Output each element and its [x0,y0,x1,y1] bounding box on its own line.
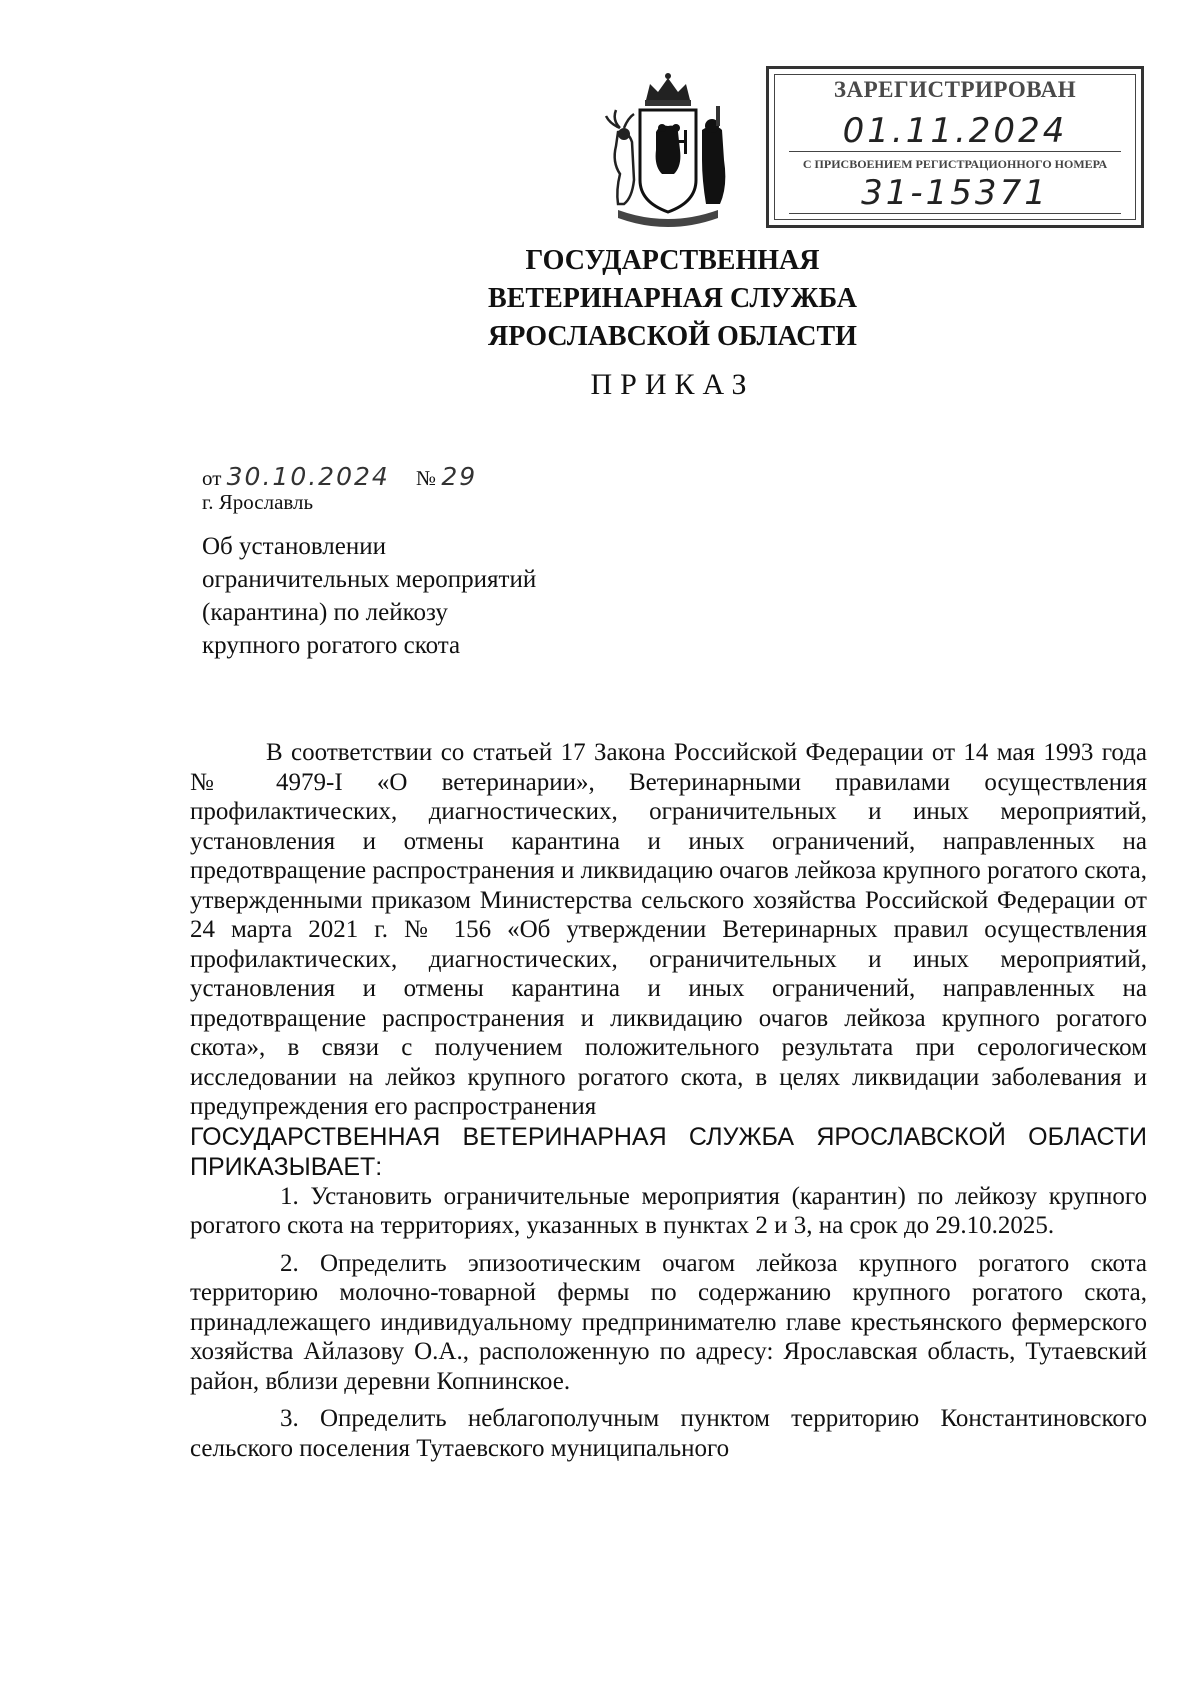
number-prefix: № [416,466,437,490]
stamp-divider [789,213,1121,214]
subject-line: (карантина) по лейкозу [202,599,448,626]
registration-stamp [766,66,1144,228]
document-meta [202,462,477,491]
order-item: 3. Определить неблагополучным пунктом территорию Константиновского сельского поселения Тутаевского муниципального [190,1405,1147,1462]
document-date: 30.10.2024 [226,462,390,491]
date-prefix: от [202,466,222,490]
stamp-title: ЗАРЕГИСТРИРОВАН [833,77,1077,102]
document-city: г. Ярославль [202,490,314,514]
subject-line: крупного рогатого скота [202,632,461,659]
subject-line: Об установлении [202,533,387,560]
org-line: ГОСУДАРСТВЕННАЯ [525,245,820,276]
document-type-title: ПРИКАЗ [590,368,755,401]
org-line: ЯРОСЛАВСКОЙ ОБЛАСТИ [488,321,857,352]
stamp-divider [789,151,1121,152]
document-number: 29 [441,462,478,491]
order-item: 1. Установить ограничительные мероприятия (карантин) по лейкозу крупного рогатого скота на территориях, указанных в пунктах 2 и 3, на срок до 29.10.2025. [190,1182,1147,1239]
stamp-number: 31-15371 [861,173,1049,213]
organization-header [0,242,1200,356]
document-subject [202,530,536,662]
stamp-caption: С ПРИСВОЕНИЕМ РЕГИСТРАЦИОННОГО НОМЕРА [802,157,1108,171]
preamble-paragraph: В соответствии со статьей 17 Закона Российской Федерации от 14 мая 1993 года № 4979-I «О ветеринарии», Ветеринарными правилами осуществления профилактических, диагностических, ограничительных и иных мероприятий, установления и отмены карантина и иных ограничений, направленных на предотвращение распространения и ликвидацию очагов лейкоза крупного рогатого скота, утвержденными приказом Министерства сельского хозяйства Российской Федерации от 24 марта 2021 г. № 156 «Об утверждении Ветеринарных правил осуществления профилактических, диагностических, ограничительных и иных мероприятий, установления и отмены карантина и иных ограничений, направленных на предотвращение распространения и ликвидацию очагов лейкоза крупного рогатого скота», в связи с получением положительного результата при серологическом исследовании на лейкоз крупного рогатого скота, в целях ликвидации заболевания и предупреждения его распространения [190,739,1147,1120]
stamp-date: 01.11.2024 [842,111,1068,151]
coat-of-arms-emblem [598,70,738,235]
order-item: 2. Определить эпизоотическим очагом лейкоза крупного рогатого скота территорию молочно-товарной фермы по содержанию крупного рогатого скота, принадлежащего индивидуальному предпринимателю главе крестьянского фермерского хозяйства Айлазову О.А., расположенную по адресу: Ярославская область, Тутаевский район, вблизи деревни Копнинское. [190,1249,1147,1395]
document-body [190,738,1147,1463]
org-line: ВЕТЕРИНАРНАЯ СЛУЖБА [488,283,857,314]
subject-line: ограничительных мероприятий [202,566,537,593]
decree-heading: ГОСУДАРСТВЕННАЯ ВЕТЕРИНАРНАЯ СЛУЖБА ЯРОСЛАВСКОЙ ОБЛАСТИ ПРИКАЗЫВАЕТ: [190,1122,1147,1181]
